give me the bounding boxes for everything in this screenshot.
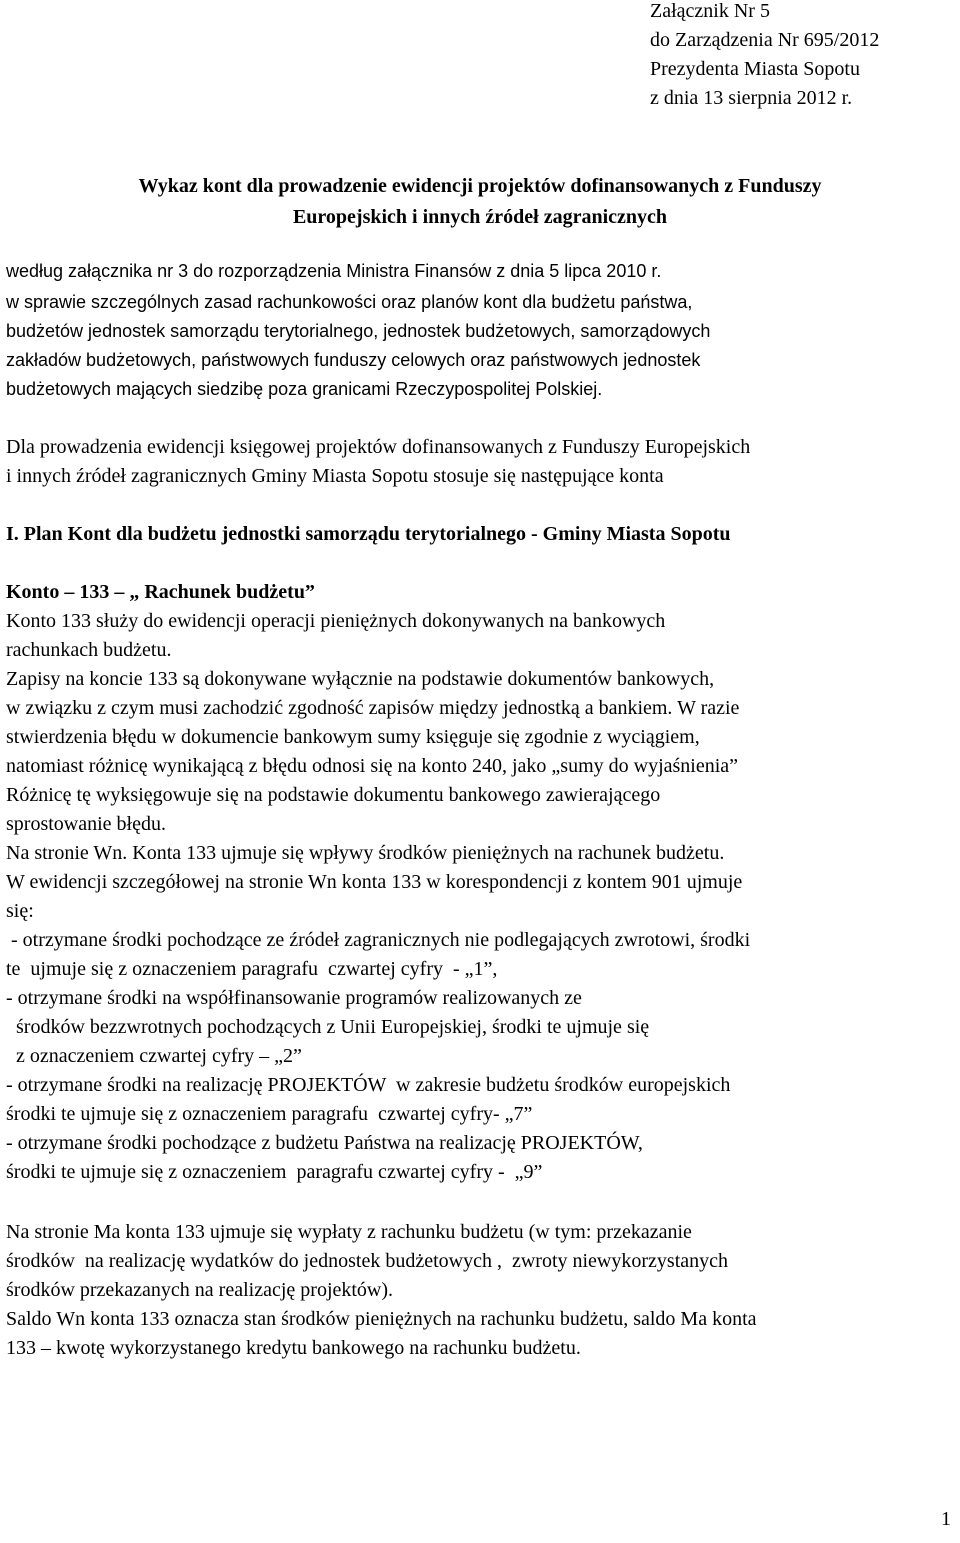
account-line: - otrzymane środki na współfinansowanie programów realizowanych ze [6, 987, 582, 1009]
section-heading-text: I. Plan Kont dla budżetu jednostki samorządu terytorialnego - Gminy Miasta Sopotu [6, 523, 731, 545]
intro-line: według załącznika nr 3 do rozporządzenia Ministra Finansów z dnia 5 lipca 2010 r. [6, 261, 662, 281]
credit-line: Na stronie Ma konta 133 ujmuje się wypłaty z rachunku budżetu (w tym: przekazanie [6, 1221, 692, 1243]
page-number: 1 [941, 1508, 951, 1530]
purpose-line: i innych źródeł zagranicznych Gminy Miasta Sopotu stosuje się następujące konta [6, 465, 664, 487]
account-line: te ujmuje się z oznaczeniem paragrafu czwartej cyfry - „1”, [6, 958, 498, 980]
purpose-paragraph [6, 433, 956, 491]
account-line: Zapisy na koncie 133 są dokonywane wyłącznie na podstawie dokumentów bankowych, [6, 668, 715, 690]
section-heading [6, 520, 956, 549]
annex-line: Załącznik Nr 5 [650, 0, 770, 22]
credit-line: 133 – kwotę wykorzystanego kredytu bankowego na rachunku budżetu. [6, 1337, 581, 1359]
account-line: Na stronie Wn. Konta 133 ujmuje się wpływy środków pieniężnych na rachunek budżetu. [6, 842, 725, 864]
annex-line: Prezydenta Miasta Sopotu [650, 58, 860, 80]
account-line: sprostowanie błędu. [6, 813, 166, 835]
intro-line: budżetowych mających siedzibę poza granicami Rzeczypospolitej Polskiej. [6, 379, 603, 399]
credit-side-paragraph [6, 1218, 956, 1363]
account-line: rachunkach budżetu. [6, 639, 172, 661]
account-description [6, 607, 956, 1187]
account-line: z oznaczeniem czwartej cyfry – „2” [6, 1045, 302, 1067]
account-heading-text: Konto – 133 – „ Rachunek budżetu” [6, 581, 315, 603]
account-line: - otrzymane środki pochodzące ze źródeł zagranicznych nie podlegających zwrotowi, środki [6, 929, 751, 951]
account-line: stwierdzenia błędu w dokumencie bankowym sumy księguje się zgodnie z wyciągiem, [6, 726, 700, 748]
account-line: środków bezzwrotnych pochodzących z Unii Europejskiej, środki te ujmuje się [6, 1016, 650, 1038]
account-line: - otrzymane środki na realizację PROJEKTÓW w zakresie budżetu środków europejskich [6, 1074, 731, 1096]
annex-header [650, 0, 950, 113]
credit-line: środków przekazanych na realizację projektów). [6, 1279, 394, 1301]
account-line: W ewidencji szczegółowej na stronie Wn konta 133 w korespondencji z kontem 901 ujmuje [6, 871, 743, 893]
document-title [0, 171, 960, 233]
annex-line: do Zarządzenia Nr 695/2012 [650, 29, 880, 51]
intro-line: budżetów jednostek samorządu terytorialnego, jednostek budżetowych, samorządowych [6, 321, 711, 341]
account-line: natomiast różnicę wynikającą z błędu odnosi się na konto 240, jako „sumy do wyjaśnienia” [6, 755, 739, 777]
intro-paragraph [6, 256, 956, 405]
account-heading [6, 578, 956, 607]
account-line: w związku z czym musi zachodzić zgodność zapisów między jednostką a bankiem. W razie [6, 697, 740, 719]
title-line: Wykaz kont dla prowadzenie ewidencji projektów dofinansowanych z Funduszy [138, 175, 822, 197]
account-line: - otrzymane środki pochodzące z budżetu Państwa na realizację PROJEKTÓW, [6, 1132, 643, 1154]
credit-line: Saldo Wn konta 133 oznacza stan środków pieniężnych na rachunku budżetu, saldo Ma konta [6, 1308, 757, 1330]
intro-line: zakładów budżetowych, państwowych funduszy celowych oraz państwowych jednostek [6, 350, 701, 370]
account-line: środki te ujmuje się z oznaczeniem paragrafu czwartej cyfry - „9” [6, 1161, 543, 1183]
credit-line: środków na realizację wydatków do jednostek budżetowych , zwroty niewykorzystanych [6, 1250, 729, 1272]
account-line: środki te ujmuje się z oznaczeniem paragrafu czwartej cyfry- „7” [6, 1103, 533, 1125]
annex-line: z dnia 13 sierpnia 2012 r. [650, 87, 853, 109]
account-line: Konto 133 służy do ewidencji operacji pieniężnych dokonywanych na bankowych [6, 610, 666, 632]
purpose-line: Dla prowadzenia ewidencji księgowej projektów dofinansowanych z Funduszy Europejskich [6, 436, 751, 458]
intro-line: w sprawie szczególnych zasad rachunkowości oraz planów kont dla budżetu państwa, [6, 292, 693, 312]
account-line: Różnicę tę wyksięgowuje się na podstawie dokumentu bankowego zawierającego [6, 784, 661, 806]
account-line: się: [6, 900, 34, 922]
title-line: Europejskich i innych źródeł zagranicznych [292, 206, 668, 228]
